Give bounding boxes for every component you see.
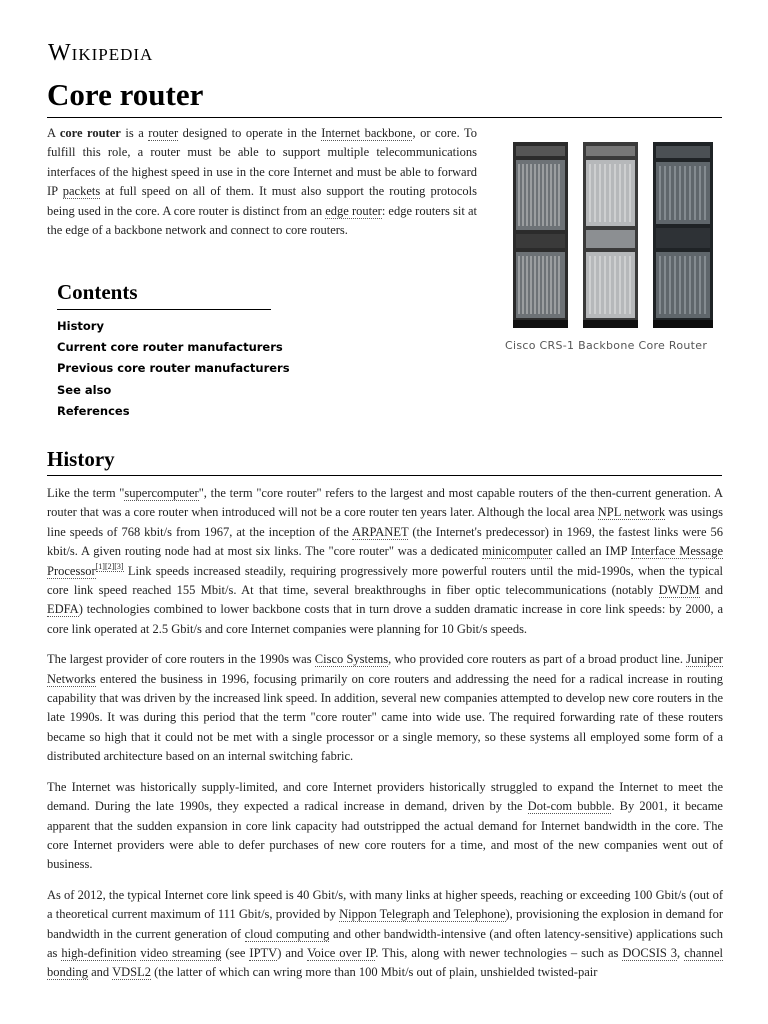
article-link[interactable]: VDSL2: [112, 965, 151, 980]
article-link[interactable]: Voice over IP: [307, 945, 376, 960]
text-run: is a: [120, 126, 149, 140]
history-section-body: [47, 484, 723, 994]
toc-title: Contents: [57, 280, 138, 304]
article-link[interactable]: ARPANET: [352, 524, 409, 539]
text-run: , who provided core routers as part of a broad product line.: [388, 652, 687, 667]
text-run: (the Internet's predecessor) in 1969, the fastest links were 56 kbit/s. A given routing node had at most six links. The "core router" was a dedicated: [47, 524, 723, 559]
article-link[interactable]: Interface Message Processor: [47, 544, 723, 578]
text-run: As of 2012, the typical Internet core link speed is 40 Gbit/s, with many links at higher speeds, reaching or exceeding 100 Gbit/s (out of a theoretical current maximum of 111 Gbit/s, provided by: [47, 887, 723, 922]
article-link[interactable]: NPL network: [597, 505, 666, 520]
article-link[interactable]: EDFA: [47, 602, 79, 617]
text-run: The largest provider of core routers in the 1990s was: [47, 652, 315, 667]
history-divider: [47, 475, 722, 476]
text-run: . By 2001, it became apparent that the sudden expansion in core link capacity had outstripped the actual demand for Internet bandwidth in the core. The core Internet providers were able to defer purchases of new core routers for a time, and most of the new companies went out of business.: [47, 799, 723, 872]
article-link[interactable]: minicomputer: [482, 544, 553, 559]
toc-list: [57, 316, 290, 422]
text-run: and: [699, 583, 723, 598]
history-paragraph: [47, 650, 723, 766]
router-photo[interactable]: [505, 138, 720, 335]
article-link[interactable]: Nippon Telegraph and Telephone: [339, 907, 506, 922]
text-run: (see: [221, 945, 250, 960]
wikipedia-wordmark[interactable]: [48, 40, 153, 67]
article-link[interactable]: high-definition: [61, 945, 137, 960]
history-paragraph: [47, 886, 723, 983]
text-run: ,: [677, 945, 685, 960]
figure-caption: Cisco CRS-1 Backbone Core Router: [505, 339, 708, 352]
text-run: ), provisioning the explosion in demand for bandwidth in the current generation of: [47, 907, 723, 941]
article-link[interactable]: supercomputer: [124, 486, 199, 500]
article-link[interactable]: Dot-com bubble: [527, 799, 612, 814]
toc-item-history[interactable]: History: [57, 319, 104, 333]
text-run: : edge routers sit at the edge of a backbone network and connect to core routers.: [47, 203, 477, 238]
text-run: designed to operate in the: [178, 126, 322, 140]
citation-ref[interactable]: [1][2][3]: [95, 562, 124, 572]
history-paragraph: [47, 484, 723, 639]
text-run: ) technologies combined to lower backbone costs that in turn drove a sudden dramatic increase in core link speeds: by 2000, a core link operated at 2.5 Gbit/s and core Internet companies were planning for 10 Gbit/s speeds.: [47, 602, 723, 636]
article-link[interactable]: IPTV: [249, 945, 278, 960]
table-of-contents: [57, 280, 290, 422]
text-run: The Internet was historically supply-limited, and core Internet providers historically struggled to expand the Internet to meet the demand. During the late 1990s, they expected a radical increase in demand, driven by the: [47, 779, 723, 814]
article-link[interactable]: channel bonding: [47, 945, 723, 980]
text-run: and: [87, 965, 113, 980]
toc-item-references[interactable]: References: [57, 403, 130, 418]
text-run: , or core. To fulfill this role, a router must be able to support multiple telecommunications interfaces of the highest speed in use in the core Internet and must be able to forward IP: [47, 126, 477, 199]
article-link[interactable]: packets: [62, 184, 101, 199]
section-heading-history: History: [47, 447, 115, 471]
toc-item-previous-manufacturers[interactable]: Previous core router manufacturers: [57, 361, 290, 376]
text-run: (the latter of which can wring more than 100 Mbit/s out of plain, unshielded twisted-pair: [150, 965, 598, 980]
text-run: Like the term ": [47, 486, 125, 500]
text-run: entered the business in 1996, focusing primarily on core routers and addressing the need for a radical increase in routing capability that was driven by the increased link speed. In addition, several new companies attempted to develop new core routers in the late 1990s. It was during this period that the term "core router" came into wide use. The required forwarding rate of these routers became so high that it could not be met with a single processor or a single memory, so these systems all employed some form of a distributed architecture based on an internal switching fabric.: [47, 671, 723, 764]
article-link[interactable]: cloud computing: [244, 926, 330, 941]
text-run: ", the term "core router" refers to the largest and most capable routers of the then-current generation. A router that was a core router when introduced will not be a core router ten years later. Although the local area: [47, 486, 724, 520]
page-title: Core router: [47, 77, 204, 112]
article-link[interactable]: edge router: [325, 203, 382, 218]
text-run: at full speed on all of them. It must also support the routing protocols being used in the core. A core router is distinct from an: [47, 184, 477, 218]
article-link[interactable]: Juniper Networks: [47, 652, 723, 686]
text-run: Link speeds increased steadily, requiring progressively more powerful routers until the mid-1990s, when the typical core link speed reached 155 Mbit/s. At that time, several breakthroughs in fiber optic telecommunications (notably: [47, 563, 723, 598]
article-link[interactable]: router: [148, 126, 179, 140]
text-run: ) and: [277, 945, 308, 960]
article-link[interactable]: DOCSIS 3: [622, 945, 678, 960]
article-link[interactable]: Cisco Systems: [314, 652, 389, 667]
article-link[interactable]: Internet backbone: [321, 126, 413, 140]
text-run: called an IMP: [552, 544, 632, 559]
text-run: A: [47, 126, 60, 140]
toc-item-see-also[interactable]: See also: [57, 382, 112, 397]
toc-divider: [57, 309, 271, 310]
bold-term: core router: [59, 126, 121, 140]
wordmark-text: Wikipedia: [48, 40, 154, 66]
text-run: . This, along with newer technologies – such as: [375, 945, 623, 960]
history-paragraph: [47, 778, 723, 875]
text-run: and other bandwidth-intensive (and often latency-sensitive) applications such as: [47, 926, 723, 960]
intro-paragraph: [47, 124, 477, 240]
article-link[interactable]: video streaming: [140, 945, 222, 960]
router-racks-image: [505, 138, 720, 330]
toc-item-current-manufacturers[interactable]: Current core router manufacturers: [57, 340, 283, 355]
article-link[interactable]: DWDM: [658, 583, 700, 598]
title-divider: [47, 117, 722, 118]
text-run: was usings line speeds of 768 kbit/s from 1967, at the inception of the: [47, 505, 723, 539]
